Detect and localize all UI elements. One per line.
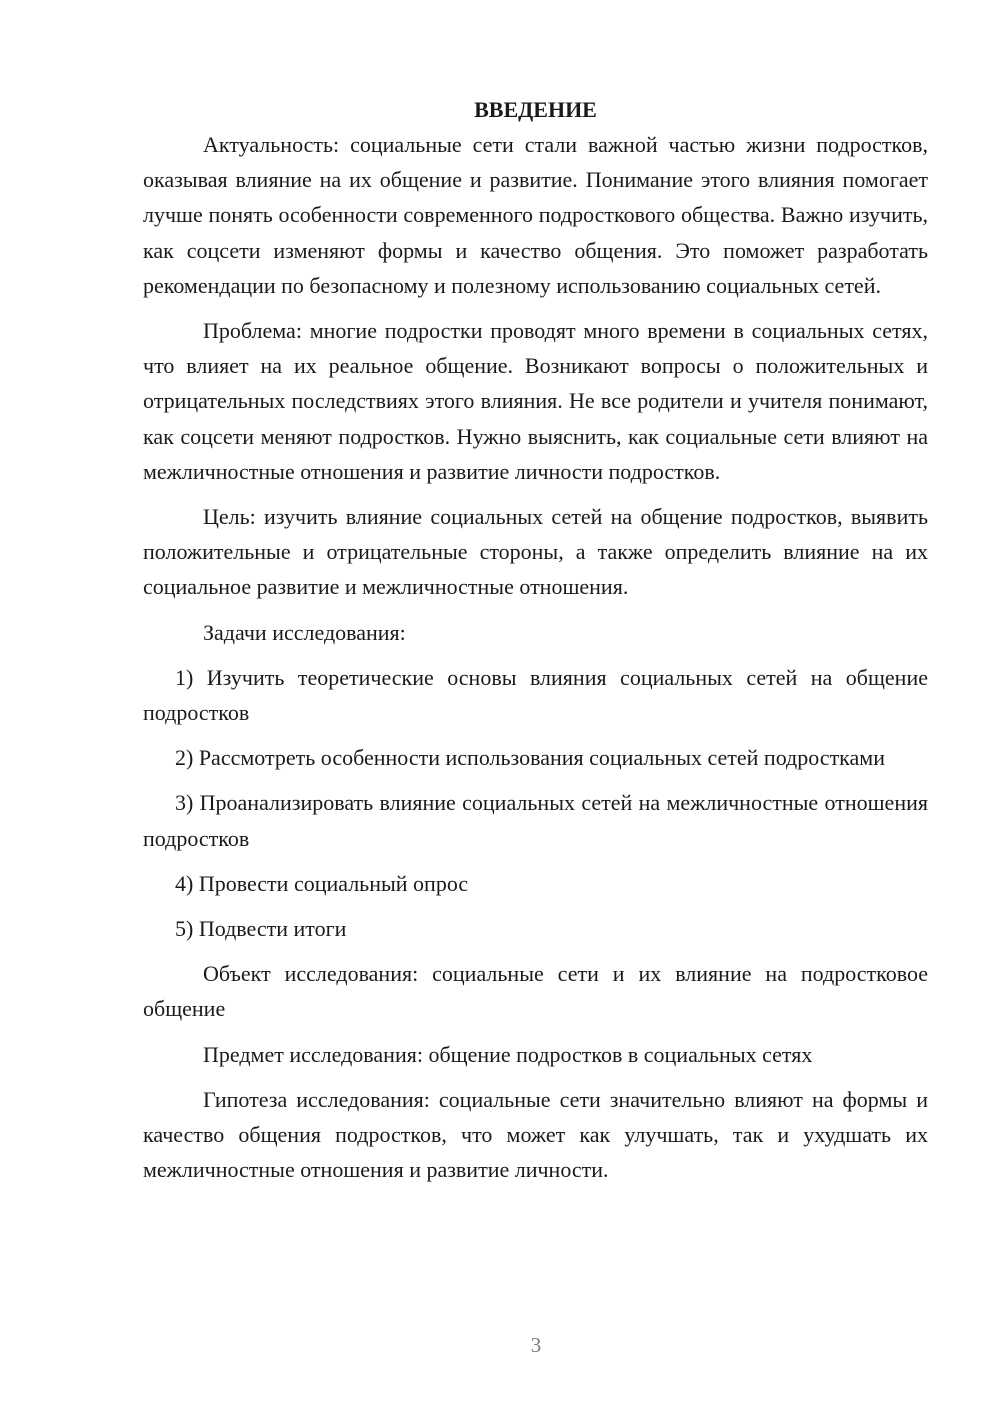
tasks-heading: Задачи исследования: [203, 619, 406, 645]
task-item-1: 1) Изучить теоретические основы влияния социальных сетей на общение подростков [143, 664, 928, 726]
paragraph-object: Объект исследования: социальные сети и их влияние на подростковое общение [143, 961, 928, 1022]
page-number: 3 [530, 1333, 542, 1357]
paragraph-relevance: Актуальность: социальные сети стали важной частью жизни подростков, оказывая влияние на их общение и развитие. Понимание этого влияния помогает лучше понять особенности современного подросткового общества. Важно изучить, как соцсети изменяют формы и качество общения. Это поможет разработать рекомендации по безопасному и полезному использованию социальных сетей. [143, 132, 928, 298]
section-heading: ВВЕДЕНИЕ [474, 97, 597, 122]
task-item-3: 3) Проанализировать влияние социальных сетей на межличностные отношения подростков [143, 790, 928, 851]
task-item-5: 5) Подвести итоги [175, 916, 347, 942]
paragraph-subject: Предмет исследования: общение подростков в социальных сетях [203, 1041, 813, 1067]
task-item-2: 2) Рассмотреть особенности использования социальных сетей подростками [175, 745, 885, 771]
page-content [143, 92, 928, 1187]
paragraph-hypothesis: Гипотеза исследования: социальные сети значительно влияют на формы и качество общения подростков, что может как улучшать, так и ухудшать их межличностные отношения и развитие личности. [143, 1086, 928, 1183]
task-item-4: 4) Провести социальный опрос [175, 870, 469, 896]
paragraph-goal: Цель: изучить влияние социальных сетей на общение подростков, выявить положительные и отрицательные стороны, а также определить влияние на их социальное развитие и межличностные отношения. [143, 504, 928, 600]
paragraph-problem: Проблема: многие подростки проводят много времени в социальных сетях, что влияет на их реальное общение. Возникают вопросы о положительных и отрицательных последствиях этого влияния. Не все родители и учителя понимают, как соцсети меняют подростков. Нужно выяснить, как социальные сети влияют на межличностные отношения и развитие личности подростков. [143, 318, 928, 484]
